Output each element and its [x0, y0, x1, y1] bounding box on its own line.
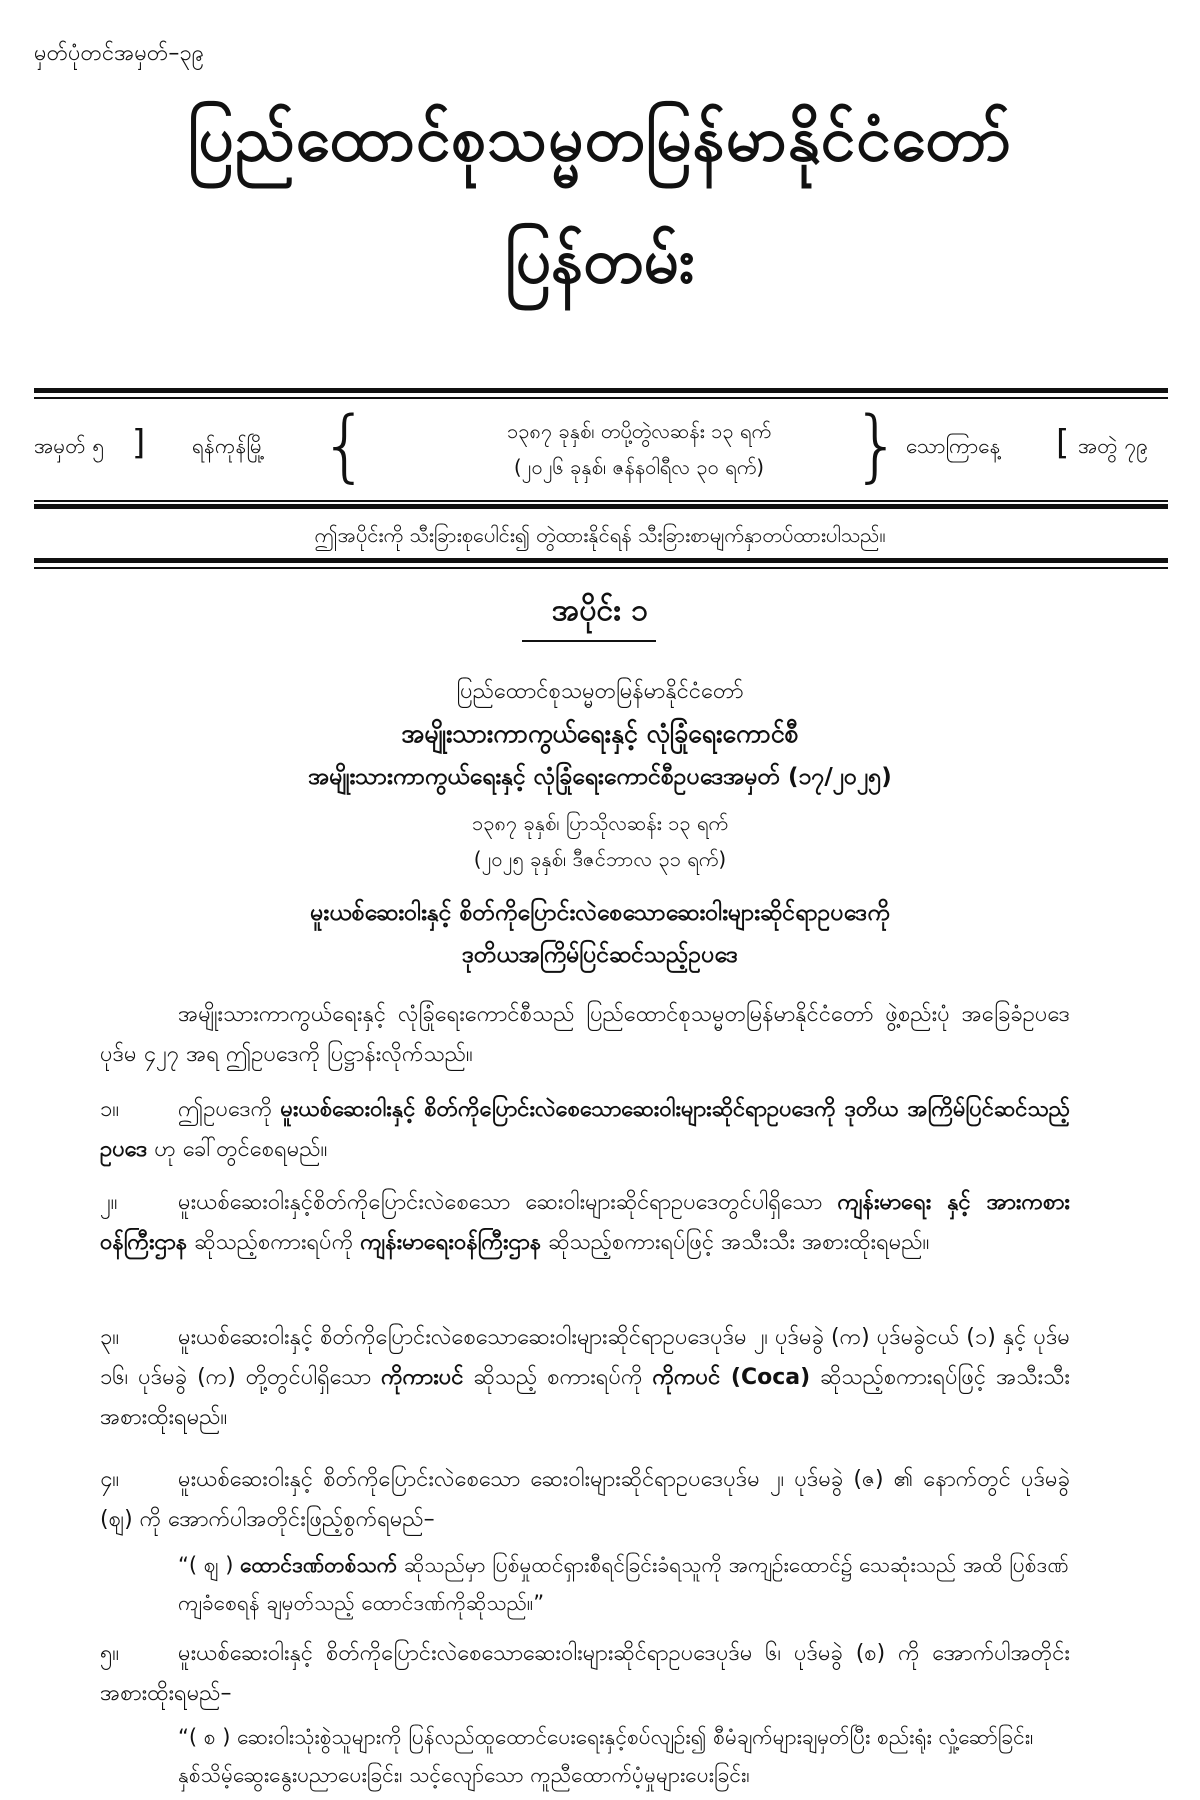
issue-dates	[394, 413, 884, 485]
intro-text: အမျိုးသားကာကွယ်ရေးနှင့် လုံခြုံရေးကောင်စီသည် ပြည်ထောင်စုသမ္မတမြန်မာနိုင်ငံတော် ဖွဲ့စည်းပုံ အခြေခံဥပဒေပုဒ်မ ၄၂၇ အရ ဤဥပဒေကို ပြဋ္ဌာန်းလိုက်သည်။	[100, 1002, 1070, 1067]
law-date-myanmar: ၁၃၈၇ ခုနှစ်၊ ပြာသိုလဆန်း ၁၃ ရက်	[472, 811, 728, 835]
registration-number: မှတ်ပုံတင်အမှတ်–၃၉	[34, 41, 205, 66]
government-name: ပြည်ထောင်စုသမ္မတမြန်မာနိုင်ငံတော်	[456, 679, 744, 704]
old-term: ကျန်းမာရေး နှင့် အားကစားဝန်ကြီးဌာန	[100, 1190, 1071, 1255]
law-title-line2: ဒုတိယအကြိမ်ပြင်ဆင်သည့်ဥပဒေ	[462, 942, 738, 968]
section-text: ဆိုသည့်စကားရပ်ဖြင့် အသီးသီး အစားထိုးရမည်။	[548, 1230, 930, 1255]
law-title-line1: မူးယစ်ဆေးဝါးနှင့် စိတ်ကိုပြောင်းလဲစေသောဆေးဝါးများဆိုင်ရာဥပဒေကို	[310, 900, 890, 926]
section-text: ဆိုသည့်စကားရပ်ကို	[194, 1230, 354, 1255]
issue-number: အမှတ် ၅	[34, 434, 105, 458]
right-brace: }	[852, 401, 902, 491]
inserted-clause	[178, 1546, 1070, 1622]
mid-thin-rule	[34, 500, 1168, 502]
section-1	[100, 1090, 1070, 1170]
defined-term: ထောင်ဒဏ်တစ်သက်	[240, 1553, 398, 1577]
section-text: ဟု ခေါ်တွင်စေရမည်။	[154, 1137, 328, 1162]
weekday: သောကြာနေ့	[906, 434, 1001, 458]
bottom-thick-rule	[34, 558, 1168, 563]
clause-text: ဆိုသည်မှာ ပြစ်မှုထင်ရှားစီရင်ခြင်းခံရသူကို အကျဉ်းထောင်၌ သေဆုံးသည် အထိ ပြစ်ဒဏ်ကျခံစေရန် ချမှတ်သည့် ထောင်ဒဏ်ကိုဆိုသည်။”	[178, 1553, 1069, 1615]
section-text: ဆိုသည့်စကားရပ်ဖြင့် အသီးသီးအစားထိုးရမည်။	[100, 1365, 1070, 1430]
clause-label: “( ဈ )	[178, 1553, 234, 1577]
issuing-council: အမျိုးသားကာကွယ်ရေးနှင့် လုံခြုံရေးကောင်စီ	[401, 719, 799, 748]
section-number: ၂။	[100, 1190, 118, 1215]
separate-binding-notice: ဤအပိုင်းကို သီးခြားစုပေါင်း၍ တွဲထားနိုင်ရန် သီးခြားစာမျက်နှာတပ်ထားပါသည်။	[314, 523, 886, 547]
left-brace: {	[320, 401, 370, 491]
section-3	[100, 1318, 1070, 1438]
section-number: ၃။	[100, 1325, 120, 1350]
section-text: ဤဥပဒေကို	[178, 1097, 273, 1122]
issue-date-gregorian: (၂၀၂၆ ခုနှစ်၊ ဇန်နဝါရီလ ၃၀ ရက်)	[513, 455, 765, 479]
section-text: ဆိုသည့် စကားရပ်ကို	[473, 1365, 643, 1390]
mid-thick-rule	[34, 504, 1168, 509]
part-title-underline	[522, 640, 656, 642]
section-text: မူးယစ်ဆေးဝါးနှင့် စိတ်ကိုပြောင်းလဲစေသောဆေးဝါးများဆိုင်ရာဥပဒေပုဒ်မ ၂၊ ပုဒ်မခွဲ (က) ပုဒ်မခွဲငယ် (၁) နှင့် ပုဒ်မ ၁၆၊ ပုဒ်မခွဲ (က) တို့တွင်ပါရှိသော	[100, 1325, 1070, 1390]
substituted-clause	[178, 1718, 1070, 1794]
new-term: ကိုကပင် (Coca)	[652, 1365, 811, 1390]
clause-text: “( စ ) ဆေးဝါးသုံးစွဲသူများကို ပြန်လည်ထူထောင်ပေးရေးနှင့်စပ်လျဉ်း၍ စီမံချက်များချမှတ်ပြီး စည်းရုံး လှုံ့ဆော်ခြင်း၊ နှစ်သိမ့်ဆွေးနွေးပညာပေးခြင်း၊ သင့်လျော်သော ကူညီထောက်ပံ့မှုများပေးခြင်း၊	[178, 1725, 1034, 1787]
issue-info-bar	[34, 401, 1168, 495]
section-text: မူးယစ်ဆေးဝါးနှင့် စိတ်ကိုပြောင်းလဲစေသော ဆေးဝါးများဆိုင်ရာဥပဒေပုဒ်မ ၂၊ ပုဒ်မခွဲ (ဇ) ၏ နောက်တွင် ပုဒ်မခွဲ (ဈ) ကို အောက်ပါအတိုင်းဖြည့်စွက်ရမည်–	[100, 1467, 1070, 1532]
intro-paragraph	[100, 995, 1070, 1075]
volume: အတွဲ ၇၉	[1078, 434, 1149, 458]
section-5	[100, 1634, 1070, 1714]
section-text: မူးယစ်ဆေးဝါးနှင့်စိတ်ကိုပြောင်းလဲစေသော ဆေးဝါးများဆိုင်ရာဥပဒေတွင်ပါရှိသော	[178, 1190, 823, 1215]
gazette-subtitle: ပြန်တမ်း	[505, 224, 695, 297]
new-term: ကျန်းမာရေးဝန်ကြီးဌာန	[360, 1230, 542, 1255]
law-number: အမျိုးသားကာကွယ်ရေးနှင့် လုံခြုံရေးကောင်စီဥပဒေအမှတ် (၁၇/၂၀၂၅)	[308, 764, 892, 790]
top-thin-rule	[34, 397, 1168, 399]
left-bracket: [	[1056, 423, 1070, 463]
section-number: ၁။	[100, 1097, 120, 1122]
section-2	[100, 1183, 1070, 1263]
top-thick-rule	[34, 388, 1168, 393]
section-4	[100, 1460, 1070, 1540]
section-number: ၄။	[100, 1467, 120, 1492]
law-short-title: မူးယစ်ဆေးဝါးနှင့် စိတ်ကိုပြောင်းလဲစေသောဆေးဝါးများဆိုင်ရာဥပဒေကို ဒုတိယ အကြိမ်ပြင်ဆင်သည့်ဥပဒေ	[100, 1097, 1071, 1162]
section-text: မူးယစ်ဆေးဝါးနှင့် စိတ်ကိုပြောင်းလဲစေသောဆေးဝါးများဆိုင်ရာဥပဒေပုဒ်မ ၆၊ ပုဒ်မခွဲ (စ) ကို အောက်ပါအတိုင်းအစားထိုးရမည်–	[100, 1641, 1070, 1706]
right-bracket: ]	[132, 423, 146, 463]
old-term: ကိုကားပင်	[381, 1365, 464, 1390]
issue-date-myanmar: ၁၃၈၇ ခုနှစ်၊ တပို့တွဲလဆန်း ၁၃ ရက်	[506, 419, 772, 443]
section-number: ၅။	[100, 1641, 120, 1666]
gazette-title: ပြည်ထောင်စုသမ္မတမြန်မာနိုင်ငံတော်	[188, 102, 1012, 175]
law-date-gregorian: (၂၀၂၅ ခုနှစ်၊ ဒီဇင်ဘာလ ၃၁ ရက်)	[473, 847, 727, 871]
city: ရန်ကုန်မြို့	[192, 434, 266, 458]
bottom-thin-rule	[34, 567, 1168, 569]
part-title: အပိုင်း ၁	[551, 593, 649, 628]
